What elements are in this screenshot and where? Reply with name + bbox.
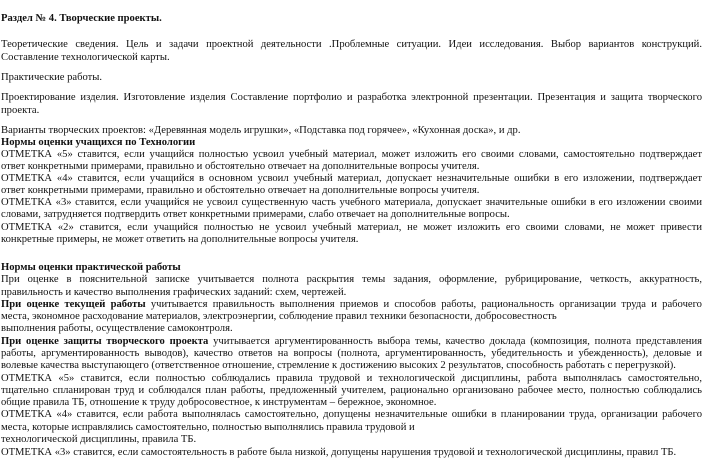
design-line-2: проекта. (1, 105, 40, 116)
theory-line-2: Составление технологической карты. (1, 52, 170, 63)
defense-label: При оценке защиты творческого проекта (1, 336, 209, 347)
practical-grade-5-line-3: общие правила ТБ, отношение к труду добросовестное, к инструментам – бережное, экономное. (1, 397, 437, 408)
oral-grade-3-line-1: ОТМЕТКА «3» ставится, если учащийся не усвоил существенную часть учебного материала, допускает значительные ошибки в его изложении своими (1, 197, 702, 208)
oral-grade-4-line-2: ответ конкретными примерами, правильно и обстоятельно отвечает на дополнительные вопросы учителя. (1, 185, 480, 196)
practical-line-4: места, экономное расходование материалов, электроэнергии, соблюдение правил техники безопасности, добросовестность (1, 311, 557, 322)
practical-line-5: выполнения работы, осуществление самоконтроля. (1, 323, 233, 334)
practical-grade-4-line-1: ОТМЕТКА «4» ставится, если работа выполнялась самостоятельно, допущены незначительные ошибки в планировании труда, организации рабочего (1, 409, 702, 420)
project-variants: Варианты творческих проектов: «Деревянная модель игрушки», «Подставка под горячее», «Кухонная доска», и др. (1, 125, 521, 136)
practical-line-8: волевые качества выступающего (ответственное отношение, стремление к достижению высоких 2 результатов, способность работать с перегрузкой). (1, 360, 676, 371)
oral-grade-2-line-1: ОТМЕТКА «2» ставится, если учащийся полностью не усвоил учебный материал, не может изложить его своими словами, не может привести (1, 222, 702, 233)
practical-line-7: работы, аргументированность выводов), качество ответов на вопросы (полнота, аргументированность, убедительность и убежденность), деловые и (1, 348, 702, 359)
practical-line-1: При оценке в пояснительной записке учитывается полнота раскрытия темы задания, оформление, рубрицирование, четкость, аккуратность, (1, 274, 702, 285)
current-work-label: При оценке текущей работы (1, 299, 146, 310)
theory-line-1: Теоретические сведения. Цель и задачи проектной деятельности .Проблемные ситуации. Идеи исследования. Выбор вариантов конструкций. (1, 39, 702, 50)
practical-works-heading: Практические работы. (1, 72, 103, 83)
section-title: Раздел № 4. Творческие проекты. (1, 13, 162, 24)
practical-grade-5-line-1: ОТМЕТКА «5» ставится, если полностью соблюдались правила трудовой и технологической дисциплины, работа выполнялась самостоятельно, (1, 373, 702, 384)
practical-line-2: правильность и качество выполнения графических заданий: схем, чертежей. (1, 287, 347, 298)
current-work-text: учитывается правильность выполнения приемов и способов работы, рациональность организации труда и рабочего (145, 299, 702, 310)
oral-norms-heading: Нормы оценки учащихся по Технологии (1, 137, 196, 148)
oral-grade-2-line-2: конкретные примеры, не может ответить на дополнительные вопросы учителя. (1, 234, 359, 245)
oral-grade-5-line-2: ответ конкретными примерами, правильно и обстоятельно отвечает на дополнительные вопросы учителя. (1, 161, 480, 172)
practical-grade-4-line-2: места, которые исправлялись самостоятельно, полностью выполнялись правила трудовой и (1, 422, 415, 433)
design-line-1: Проектирование изделия. Изготовление изделия Составление портфолио и разработка электронной презентации. Презентация и защита творческого (1, 92, 702, 103)
oral-grade-3-line-2: словами, затрудняется подтвердить ответ конкретными примерами, слабо отвечает на дополнительные вопросы. (1, 209, 510, 220)
practical-grade-4-line-3: технологической дисциплины, правила ТБ. (1, 434, 197, 445)
oral-grade-4-line-1: ОТМЕТКА «4» ставится, если учащийся в основном усвоил учебный материал, допускает незначительные ошибки в его изложении, подтверждает (1, 173, 702, 184)
practical-grade-3-line-1: ОТМЕТКА «3» ставится, если самостоятельность в работе была низкой, допущены нарушения трудовой и технологической дисциплины, правил ТБ. (1, 447, 677, 458)
oral-grade-5-line-1: ОТМЕТКА «5» ставится, если учащийся полностью усвоил учебный материал, может изложить его своими словами, самостоятельно подтверждает (1, 149, 702, 160)
practical-grade-5-line-2: тщательно спланирован труд и соблюдался план работы, предложенный учителем, рационально организовано рабочее место, полностью соблюдались (1, 385, 702, 396)
practical-norms-heading: Нормы оценки практической работы (1, 262, 181, 273)
defense-text: учитывается аргументированность выбора темы, качество доклада (композиция, полнота представления (208, 336, 702, 347)
